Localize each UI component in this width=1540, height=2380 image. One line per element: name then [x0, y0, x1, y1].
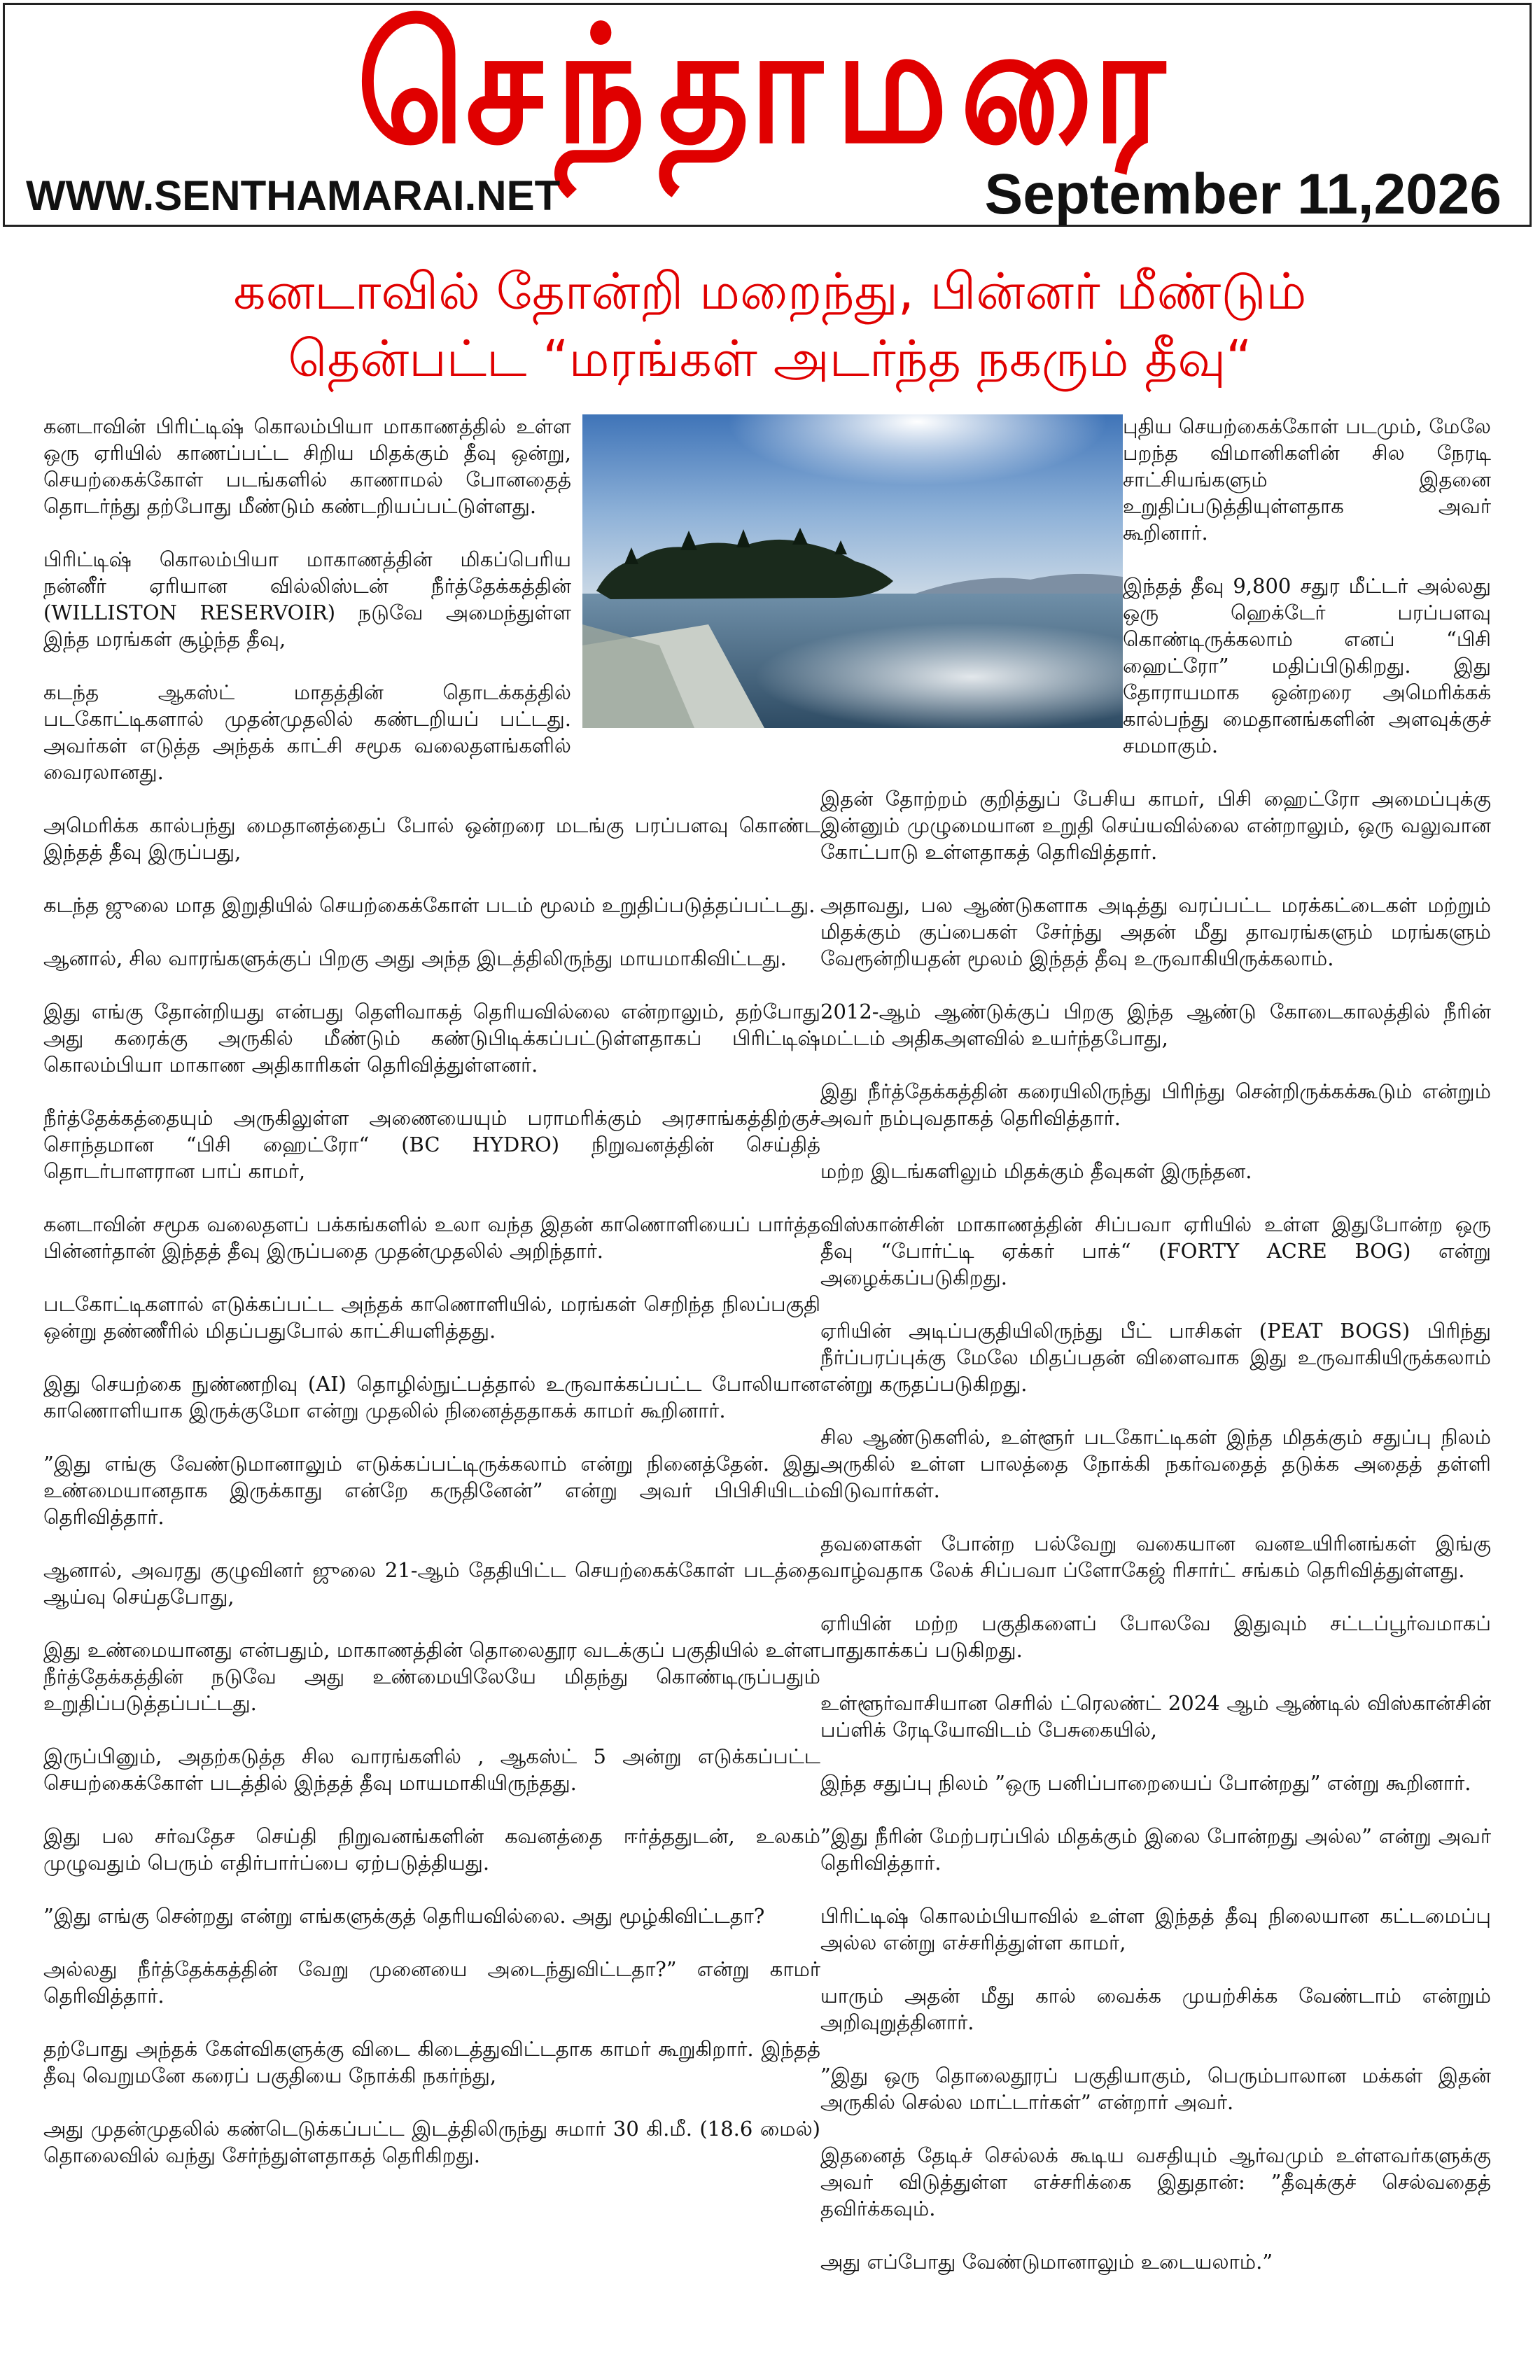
paragraph: விஸ்கான்சின் மாகாணத்தின் சிப்பவா ஏரியில் உள்ள இதுபோன்ற ஒரு தீவு “போர்ட்டி ஏக்கர் பாக்“ (FORTY ACRE BOG) என்று அழைக்கப்படுகிறது.	[820, 1212, 1491, 1289]
right-column	[820, 413, 1491, 2302]
paragraph: இது உண்மையானது என்பதும், மாகாணத்தின் தொலைதூர வடக்குப் பகுதியில் உள்ள நீர்த்தேக்கத்தின் நடுவே அது உண்மையிலேயே மிதந்து கொண்டிருப்பதும் உறுதிப்படுத்தப்பட்டது.	[43, 1638, 820, 1715]
masthead	[3, 0, 1532, 227]
paragraph: யாரும் அதன் மீது கால் வைக்க முயற்சிக்க வேண்டாம் என்றும் அறிவுறுத்தினார்.	[820, 1984, 1491, 2034]
paragraph: இருப்பினும், அதற்கடுத்த சில வாரங்களில் , ஆகஸ்ட் 5 அன்று எடுக்கப்பட்ட செயற்கைக்கோள் படத்தில் இந்தத் தீவு மாயமாகியிருந்தது.	[43, 1744, 820, 1795]
paragraph: சில ஆண்டுகளில், உள்ளூர் படகோட்டிகள் இந்த மிதக்கும் சதுப்பு நிலம் அருகில் உள்ள பாலத்தை நோக்கி நகர்வதைத் தடுக்க அதைத் தள்ளி விடுவார்கள்.	[820, 1425, 1491, 1502]
issue-date: September 11,2026	[984, 162, 1502, 226]
paragraph: உள்ளூர்வாசியான செரில் ட்ரெலண்ட் 2024 ஆம் ஆண்டில் விஸ்கான்சின் பப்ளிக் ரேடியோவிடம் பேசுகையில்,	[820, 1691, 1491, 1742]
paragraph: ஆனால், அவரது குழுவினர் ஜுலை 21-ஆம் தேதியிட்ட செயற்கைக்கோள் படத்தை ஆய்வு செய்தபோது,	[43, 1558, 820, 1609]
paragraph: ”இது ஒரு தொலைதூரப் பகுதியாகும், பெரும்பாலான மக்கள் இதன் அருகில் செல்ல மாட்டார்கள்” என்றார் அவர்.	[820, 2064, 1491, 2114]
headline	[70, 258, 1470, 392]
paragraph: 2012-ஆம் ஆண்டுக்குப் பிறகு இந்த ஆண்டு கோடைகாலத்தில் நீரின் மட்டம் அதிகஅளவில் உயர்ந்தபோது,	[820, 1000, 1491, 1050]
paragraph: நீர்த்தேக்கத்தையும் அருகிலுள்ள அணையையும் பராமரிக்கும் அரசாங்கத்திற்குச் சொந்தமான “பிசி ஹைட்ரோ“ (BC HYDRO) நிறுவனத்தின் செய்தித் தொடர்பாளரான பாப் காமர்,	[43, 1106, 820, 1183]
paragraph: ஏரியின் மற்ற பகுதிகளைப் போலவே இதுவும் சட்டப்பூர்வமாகப் பாதுகாக்கப் படுகிறது.	[820, 1611, 1491, 1662]
paragraph: இந்த சதுப்பு நிலம் ”ஒரு பனிப்பாறையைப் போன்றது” என்று கூறினார்.	[820, 1771, 1471, 1795]
paragraph: இதன் தோற்றம் குறித்துப் பேசிய காமர், பிசி ஹைட்ரோ அமைப்புக்கு இன்னும் முழுமையான உறுதி செய்யவில்லை என்றாலும், ஒரு வலுவான கோட்பாடு உள்ளதாகத் தெரிவித்தார்.	[820, 787, 1491, 864]
paragraph: ஆனால், சில வாரங்களுக்குப் பிறகு அது அந்த இடத்திலிருந்து மாயமாகிவிட்டது.	[43, 946, 787, 970]
paragraph: அது எப்போது வேண்டுமானாலும் உடையலாம்.”	[820, 2250, 1273, 2274]
paragraph: ”இது எங்கு சென்றது என்று எங்களுக்குத் தெரியவில்லை. அது மூழ்கிவிட்டதா?	[43, 1904, 765, 1928]
paragraph: ஏரியின் அடிப்பகுதியிலிருந்து பீட் பாசிகள் (PEAT BOGS) பிரிந்து நீர்ப்பரப்புக்கு மேலே மிதப்பதன் விளைவாக இது உருவாகியிருக்கலாம் என்று கருதப்படுகிறது.	[820, 1319, 1491, 1396]
left-column	[43, 413, 820, 2195]
paragraph: புதிய செயற்கைக்கோள் படமும், மேலே பறந்த விமானிகளின் சில நேரடி சாட்சியங்களும் இதனை உறுதிப்படுத்தியுள்ளதாக அவர் கூறினார்.	[1123, 414, 1491, 545]
website-link[interactable]: WWW.SENTHAMARAI.NET	[26, 172, 561, 219]
paragraph: இது எங்கு தோன்றியது என்பது தெளிவாகத் தெரியவில்லை என்றாலும், தற்போது அது கரைக்கு அருகில் மீண்டும் கண்டுபிடிக்கப்பட்டுள்ளதாகப் பிரிட்டிஷ் கொலம்பியா மாகாண அதிகாரிகள் தெரிவித்துள்ளனர்.	[43, 1000, 820, 1077]
paragraph: அதாவது, பல ஆண்டுகளாக அடித்து வரப்பட்ட மரக்கட்டைகள் மற்றும் மிதக்கும் குப்பைகள் சேர்ந்து அதன் மீது தாவரங்களும் மரங்களும் வேரூன்றியதன் மூலம் இந்தத் தீவு உருவாகியிருக்கலாம்.	[820, 893, 1491, 970]
paragraph: ”இது எங்கு வேண்டுமானாலும் எடுக்கப்பட்டிருக்கலாம் என்று நினைத்தேன். இது உண்மையானதாக இருக்காது என்றே கருதினேன்” என்று அவர் பிபிசியிடம் தெரிவித்தார்.	[43, 1452, 820, 1529]
paragraph: பிரிட்டிஷ் கொலம்பியாவில் உள்ள இந்தத் தீவு நிலையான கட்டமைப்பு அல்ல என்று எச்சரித்துள்ள காமர்,	[820, 1904, 1491, 1954]
paragraph: கடந்த ஆகஸ்ட் மாதத்தின் தொடக்கத்தில் படகோட்டிகளால் முதன்முதலில் கண்டறியப் பட்டது. அவர்கள் எடுத்த அந்தக் காட்சி சமூக வலைதளங்களில் வைரலானது.	[43, 680, 571, 784]
paragraph: அமெரிக்க கால்பந்து மைதானத்தைப் போல் ஒன்றரை மடங்கு பரப்பளவு கொண்ட இந்தத் தீவு இருப்பது,	[43, 813, 820, 864]
paragraph: கனடாவின் சமூக வலைதளப் பக்கங்களில் உலா வந்த இதன் காணொளியைப் பார்த்த பின்னர்தான் இந்தத் தீவு இருப்பதை முதன்முதலில் அறிந்தார்.	[43, 1212, 820, 1263]
headline-line-2: தென்பட்ட “மரங்கள் அடர்ந்த நகரும் தீவு“	[288, 329, 1252, 388]
paragraph: படகோட்டிகளால் எடுக்கப்பட்ட அந்தக் காணொளியில், மரங்கள் செறிந்த நிலப்பகுதி ஒன்று தண்ணீரில் மிதப்பதுபோல் காட்சியளித்தது.	[43, 1292, 820, 1343]
paragraph: இதனைத் தேடிச் செல்லக் கூடிய வசதியும் ஆர்வமும் உள்ளவர்களுக்கு அவர் விடுத்துள்ள எச்சரிக்கை இதுதான்: ”தீவுக்குச் செல்வதைத் தவிர்க்கவும்.	[820, 2143, 1491, 2220]
paragraph: இது நீர்த்தேக்கத்தின் கரையிலிருந்து பிரிந்து சென்றிருக்கக்கூடும் என்றும் அவர் நம்புவதாகத் தெரிவித்தார்.	[820, 1079, 1491, 1130]
paragraph: தவளைகள் போன்ற பல்வேறு வகையான வனஉயிரினங்கள் இங்கு வாழ்வதாக லேக் சிப்பவா ப்ளோகேஜ் ரிசார்ட் சங்கம் தெரிவித்துள்ளது.	[820, 1532, 1491, 1582]
paragraph: அது முதன்முதலில் கண்டெடுக்கப்பட்ட இடத்திலிருந்து சுமார் 30 கி.மீ. (18.6 மைல்) தொலைவில் வந்து சேர்ந்துள்ளதாகத் தெரிகிறது.	[43, 2117, 820, 2167]
paragraph: இது பல சர்வதேச செய்தி நிறுவனங்களின் கவனத்தை ஈர்த்ததுடன், உலகம் முழுவதும் பெரும் எதிர்பார்ப்பை ஏற்படுத்தியது.	[43, 1824, 820, 1875]
newspaper-logo: செந்தாமரை	[356, 0, 1178, 180]
headline-line-1: கனடாவில் தோன்றி மறைந்து, பின்னர் மீண்டும்	[233, 262, 1307, 321]
paragraph: கனடாவின் பிரிட்டிஷ் கொலம்பியா மாகாணத்தில் உள்ள ஒரு ஏரியில் காணப்பட்ட சிறிய மிதக்கும் தீவு ஒன்று, செயற்கைக்கோள் படங்களில் காணாமல் போனதைத் தொடர்ந்து தற்போது மீண்டும் கண்டறியப்பட்டுள்ளது.	[43, 414, 571, 518]
paragraph: மற்ற இடங்களிலும் மிதக்கும் தீவுகள் இருந்தன.	[820, 1159, 1252, 1183]
paragraph: தற்போது அந்தக் கேள்விகளுக்கு விடை கிடைத்துவிட்டதாக காமர் கூறுகிறார். இந்தத் தீவு வெறுமனே கரைப் பகுதியை நோக்கி நகர்ந்து,	[43, 2037, 820, 2087]
paragraph: பிரிட்டிஷ் கொலம்பியா மாகாணத்தின் மிகப்பெரிய நன்னீர் ஏரியான வில்லிஸ்டன் நீர்த்தேக்கத்தின் (WILLISTON RESERVOIR) நடுவே அமைந்துள்ள இந்த மரங்கள் சூழ்ந்த தீவு,	[43, 547, 571, 651]
paragraph: அல்லது நீர்த்தேக்கத்தின் வேறு முனையை அடைந்துவிட்டதா?” என்று காமர் தெரிவித்தார்.	[43, 1957, 820, 2008]
paragraph: இந்தத் தீவு 9,800 சதுர மீட்டர் அல்லது ஒரு ஹெக்டேர் பரப்பளவு கொண்டிருக்கலாம் எனப் “பிசி ஹைட்ரோ” மதிப்பிடுகிறது. இது தோராயமாக ஒன்றரை அமெரிக்கக் கால்பந்து மைதானங்களின் அளவுக்குச் சமமாகும்.	[1123, 574, 1491, 757]
paragraph: கடந்த ஜுலை மாத இறுதியில் செயற்கைக்கோள் படம் மூலம் உறுதிப்படுத்தப்பட்டது.	[43, 893, 816, 917]
paragraph: ”இது நீரின் மேற்பரப்பில் மிதக்கும் இலை போன்றது அல்ல” என்று அவர் தெரிவித்தார்.	[820, 1824, 1491, 1875]
paragraph: இது செயற்கை நுண்ணறிவு (AI) தொழில்நுட்பத்தால் உருவாக்கப்பட்ட போலியான காணொளியாக இருக்குமோ என்று முதலில் நினைத்ததாகக் காமர் கூறினார்.	[43, 1372, 820, 1422]
